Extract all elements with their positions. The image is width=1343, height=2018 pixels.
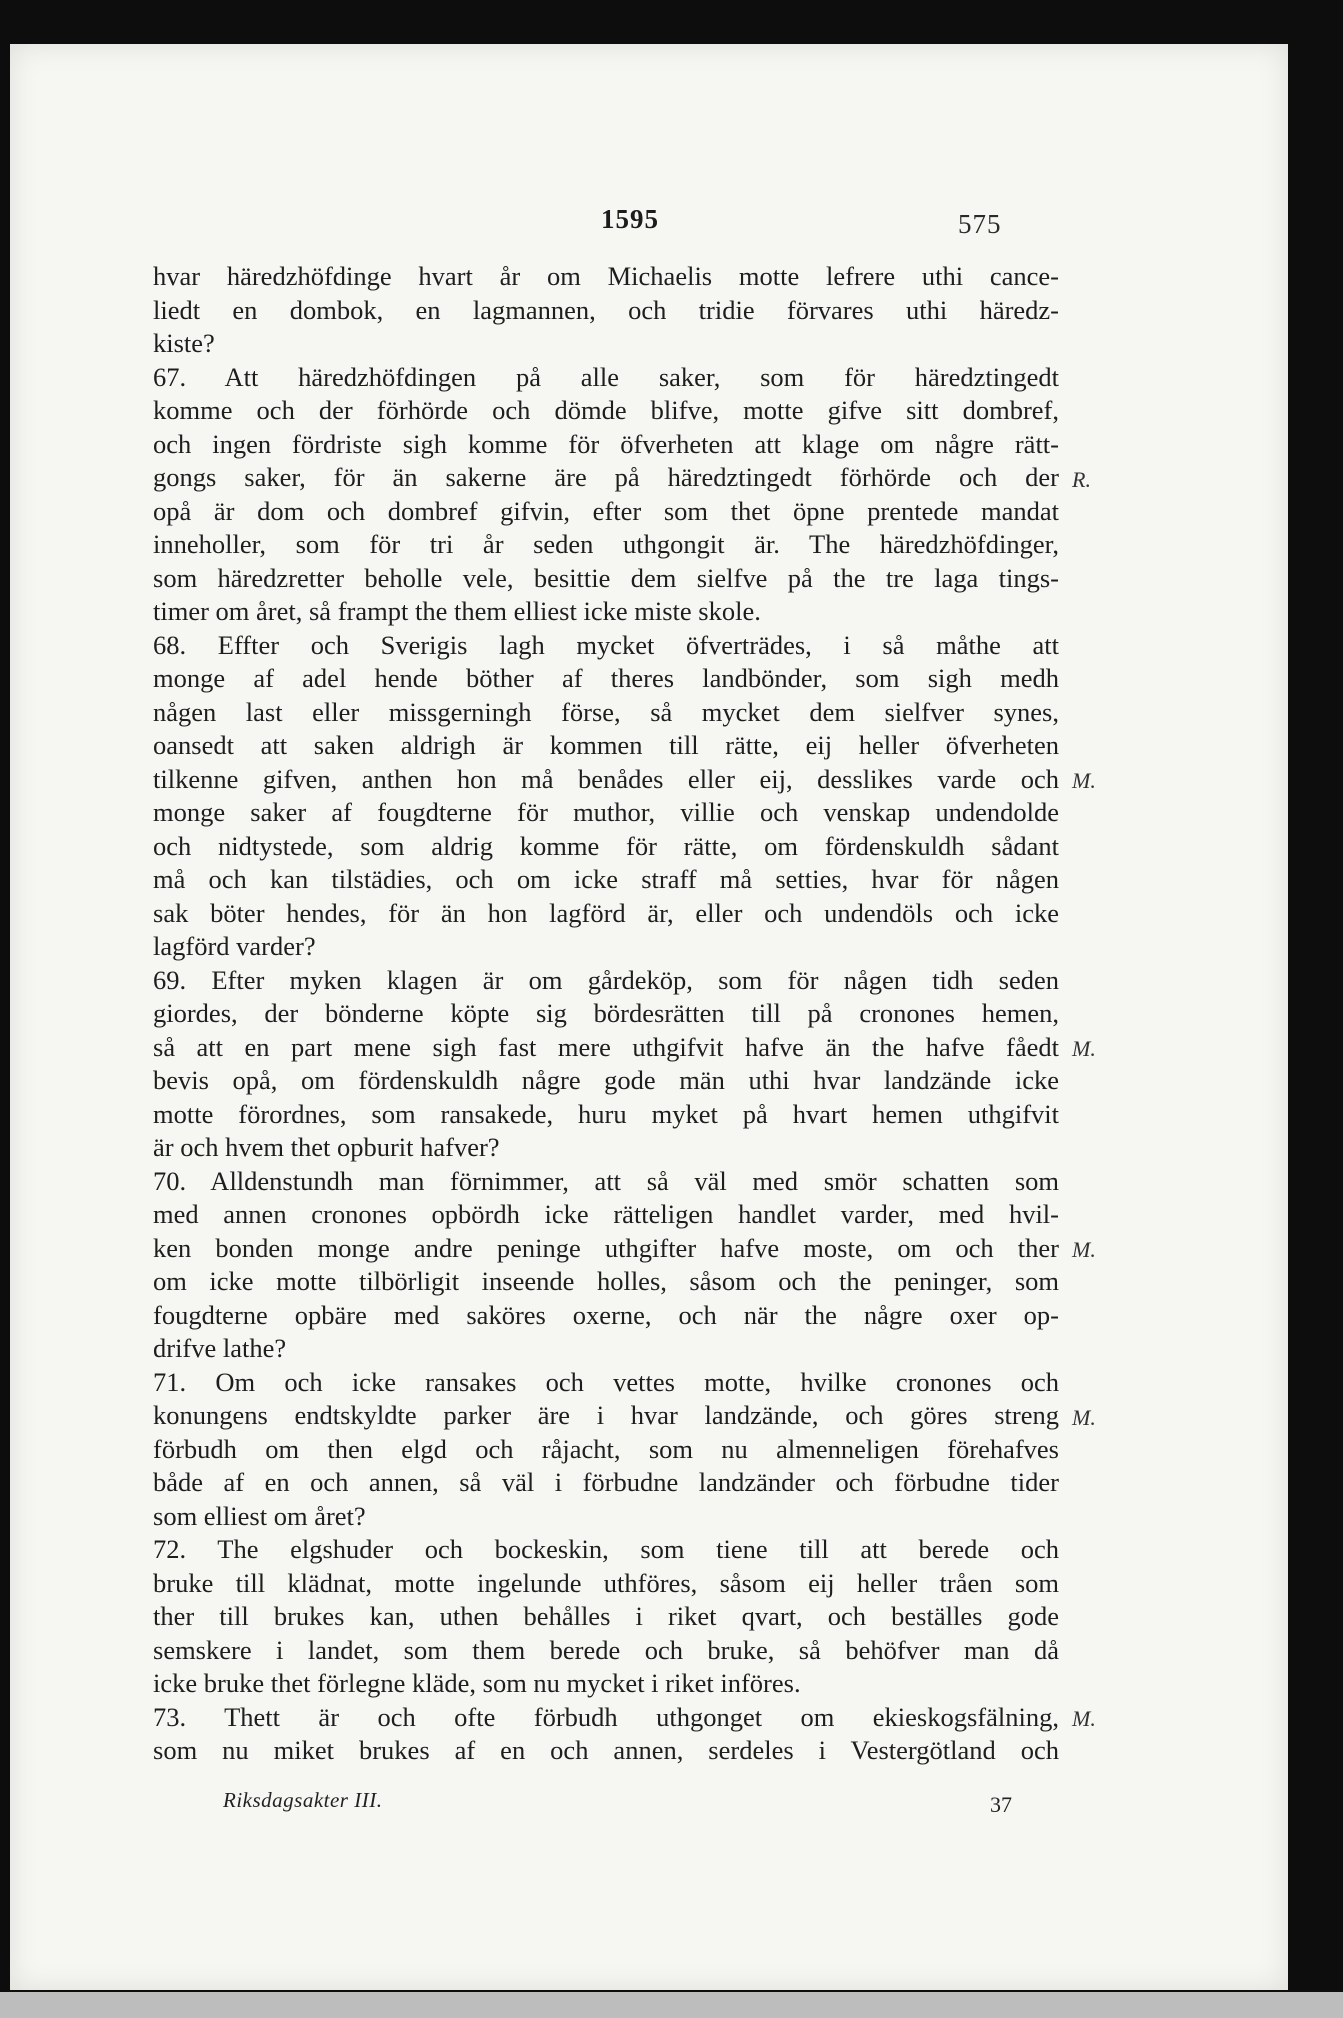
page-number: 575	[958, 209, 1002, 239]
margin-note-m: M.	[1072, 1036, 1096, 1061]
text-line: monge af adel hende böther af theres landbönder, som sigh medh	[153, 663, 1059, 693]
footer-series-title: Riksdagsakter III.	[223, 1788, 383, 1812]
text-line: monge saker af fougdterne för muthor, villie och venskap undendolde	[153, 797, 1059, 827]
text-line: ken bonden monge andre peninge uthgifter hafve moste, om och ther	[153, 1232, 1059, 1263]
text-line: och nidtystede, som aldrig komme för rätte, om fördenskuldh sådant	[153, 830, 1059, 861]
margin-note-m: M.	[1072, 1237, 1096, 1262]
text-line: 70. Alldenstundh man förnimmer, att så väl med smör schatten som	[153, 1165, 1059, 1196]
margin-note-m: M.	[1072, 768, 1096, 793]
text-line: tilkenne gifven, anthen hon må benådes eller eij, desslikes varde och	[153, 763, 1059, 794]
scan-bottom-strip	[0, 1992, 1343, 2018]
text-line: som nu miket brukes af en och annen, serdeles i Vestergötland och	[153, 1735, 1059, 1765]
text-line: om icke motte tilbörligit inseende holles, såsom och the peninger, som	[153, 1266, 1059, 1296]
text-line: 69. Efter myken klagen är om gårdeköp, som för någen tidh seden	[153, 964, 1059, 995]
text-line: sak böter hendes, för än hon lagförd är, eller och undendöls och icke	[153, 897, 1059, 928]
document-page	[10, 44, 1288, 1990]
text-line: 67. Att häredzhöfdingen på alle saker, som för häredztingedt	[153, 361, 1059, 392]
margin-note-m: M.	[1072, 1706, 1096, 1731]
text-line: timer om året, så frampt the them elliest icke miste skole.	[153, 596, 761, 626]
text-line: opå är dom och dombref gifvin, efter som thet öpne prentede mandat	[153, 495, 1059, 526]
text-line: 73. Thett är och ofte förbudh uthgonget om ekieskogsfälning,	[153, 1701, 1059, 1732]
text-line: komme och der förhörde och dömde blifve, motte gifve sitt dombref,	[153, 395, 1059, 425]
text-line: lagförd varder?	[153, 931, 316, 961]
text-line: oansedt att saken aldrigh är kommen till rätte, eij heller öfverheten	[153, 730, 1059, 760]
text-line: semskere i landet, som them berede och bruke, så behöfver man då	[153, 1634, 1059, 1665]
text-line: drifve lathe?	[153, 1333, 287, 1363]
text-line: som häredzretter beholle vele, besittie dem sielfve på the tre laga tings-	[153, 562, 1059, 593]
text-line: både af en och annen, så väl i förbudne landzänder och förbudne tider	[153, 1467, 1059, 1497]
text-line: med annen cronones opbördh icke rätteligen handlet varder, med hvil-	[153, 1199, 1059, 1229]
text-line: fougdterne opbäre med saköres oxerne, och när the någre oxer op-	[153, 1299, 1059, 1330]
text-line: 68. Effter och Sverigis lagh mycket öfverträdes, i så måthe att	[153, 629, 1059, 660]
text-line: är och hvem thet opburit hafver?	[153, 1132, 500, 1162]
text-line: bruke till klädnat, motte ingelunde uthföres, såsom eij heller tråen som	[153, 1567, 1059, 1598]
text-line: gongs saker, för än sakerne äre på häredztingedt förhörde och der	[153, 462, 1059, 492]
text-line: hvar häredzhöfdinge hvart år om Michaelis motte lefrere uthi cance-	[153, 261, 1059, 291]
footer-signature-number: 37	[990, 1792, 1012, 1817]
text-line: kiste?	[153, 328, 215, 358]
text-line: bevis opå, om fördenskuldh någre gode män uthi hvar landzände icke	[153, 1065, 1059, 1095]
text-line: som elliest om året?	[153, 1500, 366, 1531]
text-line: må och kan tilstädies, och om icke straff må setties, hvar för någen	[153, 864, 1059, 894]
text-line: ther till brukes kan, uthen behålles i riket qvart, och beställes gode	[153, 1601, 1059, 1631]
body-text	[153, 260, 1059, 1768]
text-line: giordes, der bönderne köpte sig bördesrätten till på cronones hemen,	[153, 998, 1059, 1028]
text-line: så att en part mene sigh fast mere uthgifvit hafve än the hafve fåedt	[153, 1031, 1059, 1062]
text-line: motte förordnes, som ransakede, huru myket på hvart hemen uthgifvit	[153, 1098, 1059, 1129]
text-line: 71. Om och icke ransakes och vettes motte, hvilke cronones och	[153, 1366, 1059, 1397]
text-line: 72. The elgshuder och bockeskin, som tiene till att berede och	[153, 1534, 1059, 1564]
page-year-heading: 1595	[601, 204, 659, 234]
text-line: icke bruke thet förlegne kläde, som nu mycket i riket införes.	[153, 1668, 801, 1698]
text-line: och ingen fördriste sigh komme för öfverheten att klage om någre rätt-	[153, 428, 1059, 459]
text-line: inneholler, som för tri år seden uthgongit är. The häredzhöfdinger,	[153, 529, 1059, 559]
text-line: förbudh om then elgd och råjacht, som nu almenneligen förehafves	[153, 1433, 1059, 1464]
margin-note-r: R.	[1072, 467, 1091, 492]
text-line: konungens endtskyldte parker äre i hvar landzände, och göres streng	[153, 1400, 1059, 1430]
text-line: liedt en dombok, en lagmannen, och tridie förvares uthi häredz-	[153, 294, 1059, 325]
text-line: någen last eller missgerningh förse, så mycket dem sielfver synes,	[153, 696, 1059, 727]
margin-note-m: M.	[1072, 1405, 1096, 1430]
